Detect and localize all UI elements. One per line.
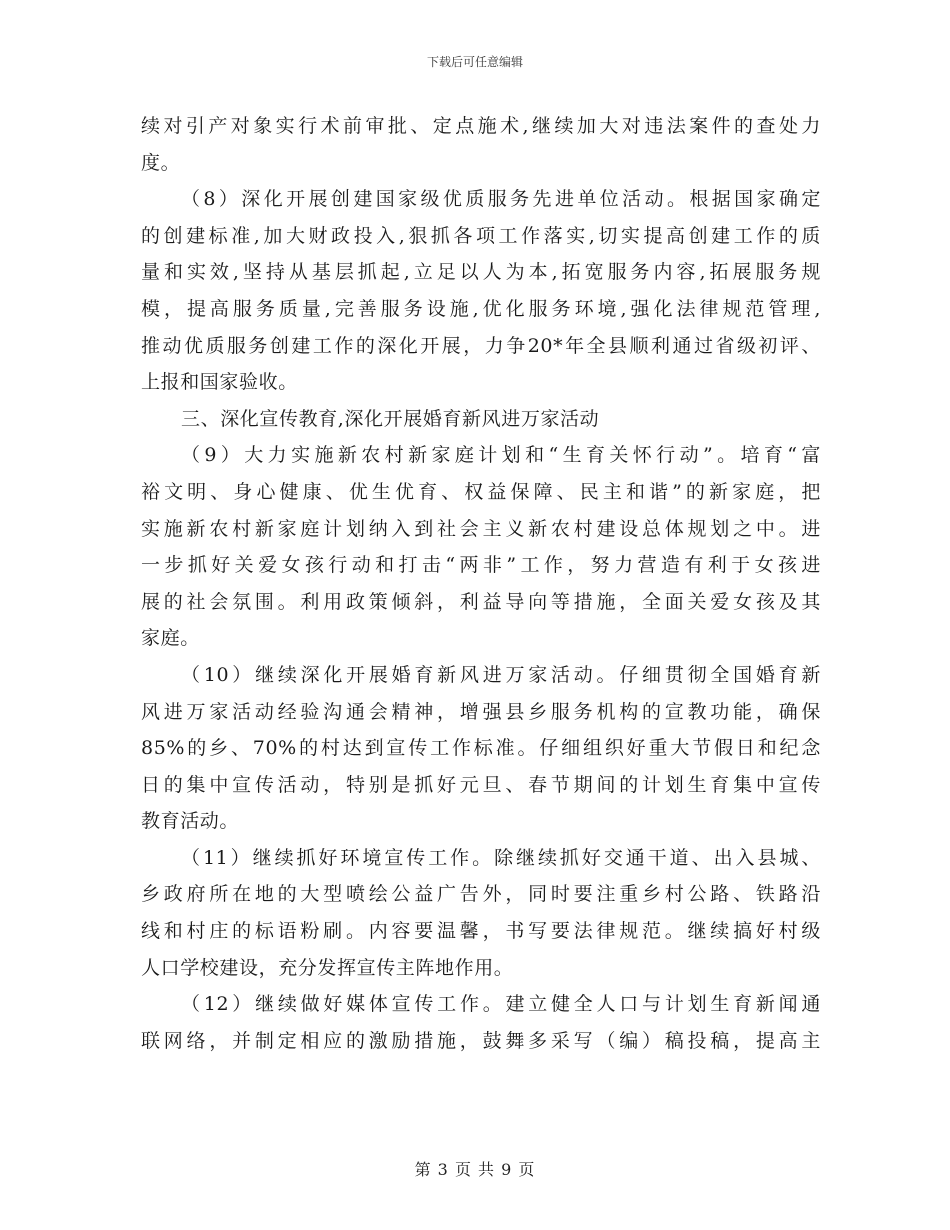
page-header: 下载后可任意编辑 bbox=[426, 55, 523, 69]
text-line: 人口学校建设，充分发挥宣传主阵地作用。 bbox=[141, 956, 514, 979]
text-line: 的创建标准,加大财政投入,狠抓各项工作落实,切实提高创建工作的质 bbox=[141, 224, 821, 247]
text-line: 家庭。 bbox=[141, 627, 200, 650]
paragraph bbox=[141, 181, 821, 401]
text-line: 裕文明、身心健康、优生优育、权益保障、民主和谐”的新家庭，把 bbox=[141, 480, 821, 503]
text-line: 85%的乡、70%的村达到宣传工作标准。仔细组织好重大节假日和纪念 bbox=[141, 737, 821, 760]
paragraph bbox=[141, 840, 821, 986]
text-line: 一步抓好关爱女孩行动和打击“两非”工作，努力营造有利于女孩进 bbox=[141, 554, 821, 577]
page-number: 第 3 页 共 9 页 bbox=[414, 1160, 536, 1179]
text-line: （10）继续深化开展婚育新风进万家活动。仔细贯彻全国婚育新 bbox=[181, 663, 821, 686]
paragraph bbox=[141, 986, 821, 1059]
text-line: 联网络，并制定相应的激励措施，鼓舞多采写（编）稿投稿，提高主 bbox=[141, 1029, 821, 1052]
text-line: （8）深化开展创建国家级优质服务先进单位活动。根据国家确定 bbox=[181, 188, 821, 211]
text-line: 实施新农村新家庭计划纳入到社会主义新农村建设总体规划之中。进 bbox=[141, 517, 821, 540]
text-line: 教育活动。 bbox=[141, 810, 240, 833]
document-body bbox=[141, 108, 821, 1059]
text-line: 日的集中宣传活动，特别是抓好元旦、春节期间的计划生育集中宣传 bbox=[141, 773, 821, 796]
text-line: 展的社会氛围。利用政策倾斜，利益导向等措施，全面关爱女孩及其 bbox=[141, 590, 821, 613]
text-line: 上报和国家验收。 bbox=[141, 371, 298, 394]
text-line: 度。 bbox=[141, 151, 181, 174]
text-line: 续对引产对象实行术前审批、定点施术,继续加大对违法案件的查处力 bbox=[141, 115, 821, 137]
text-line: 风进万家活动经验沟通会精神，增强县乡服务机构的宣教功能，确保 bbox=[141, 700, 821, 723]
text-line: 乡政府所在地的大型喷绘公益广告外，同时要注重乡村公路、铁路沿 bbox=[141, 883, 821, 906]
paragraph bbox=[141, 657, 821, 840]
text-line: （12）继续做好媒体宣传工作。建立健全人口与计划生育新闻通 bbox=[181, 993, 821, 1016]
paragraph bbox=[141, 108, 821, 181]
text-line: 模，提高服务质量,完善服务设施,优化服务环境,强化法律规范管理, bbox=[141, 297, 821, 320]
paragraph bbox=[141, 437, 821, 657]
text-line: 三、深化宣传教育,深化开展婚育新风进万家活动 bbox=[181, 407, 600, 430]
text-line: （9）大力实施新农村新家庭计划和“生育关怀行动”。培育“富 bbox=[181, 444, 821, 467]
text-line: 线和村庄的标语粉刷。内容要温馨，书写要法律规范。继续搞好村级 bbox=[141, 920, 821, 943]
text-line: （11）继续抓好环境宣传工作。除继续抓好交通干道、出入县城、 bbox=[181, 846, 821, 869]
text-line: 推动优质服务创建工作的深化开展，力争20*年全县顺利通过省级初评、 bbox=[141, 334, 821, 357]
text-line: 量和实效,坚持从基层抓起,立足以人为本,拓宽服务内容,拓展服务规 bbox=[141, 261, 821, 284]
section-heading bbox=[141, 401, 821, 438]
